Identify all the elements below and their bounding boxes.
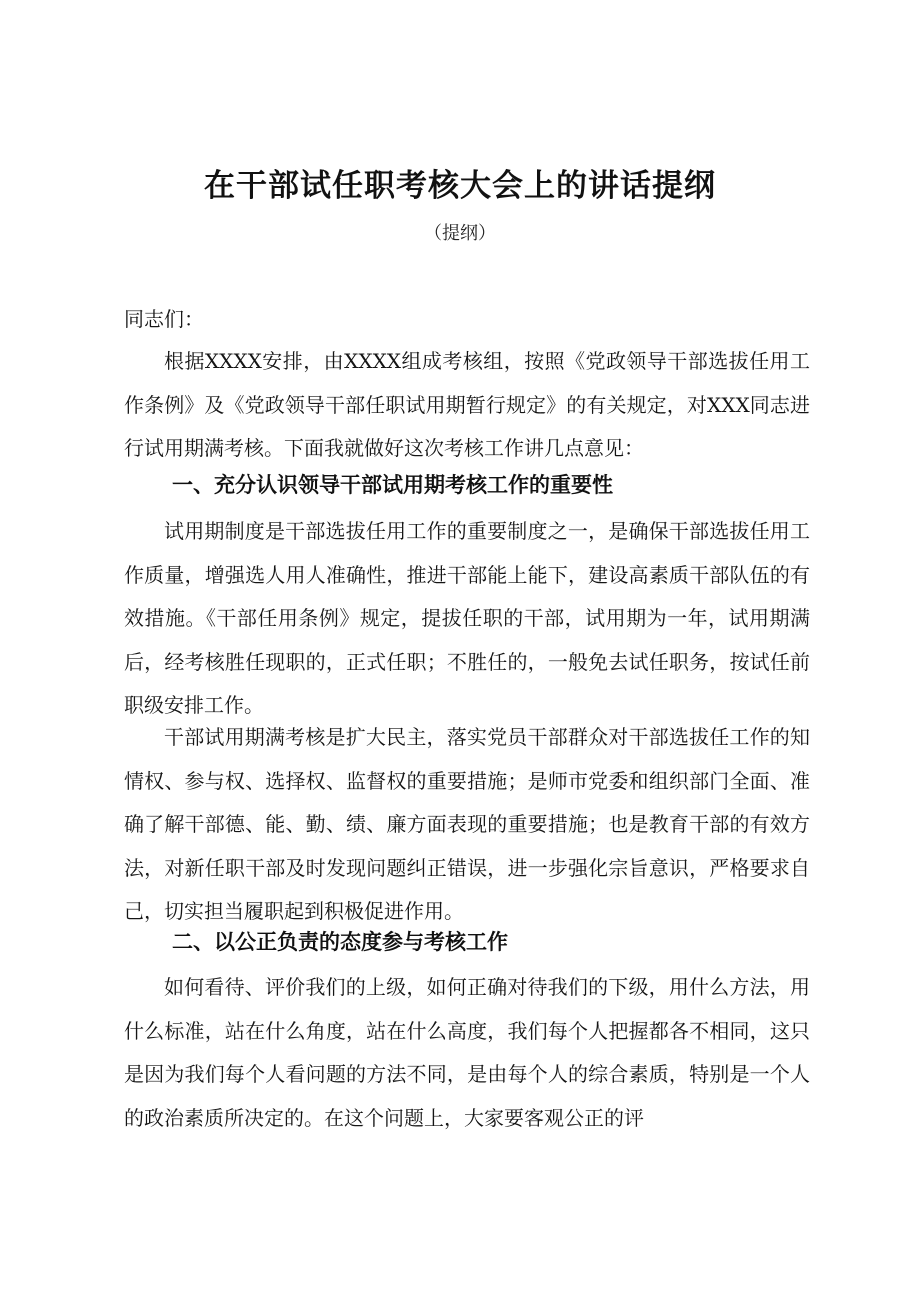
intro-paragraph: 根据XXXX安排，由XXXX组成考核组，按照《党政领导干部选拔任用工作条例》及《党政领导干部任职试用期暂行规定》的有关规定，对XXX同志进行试用期满考核。下面我就做好这次考核工作讲几点意见： (124, 349, 810, 460)
section-heading-1: 一、充分认识领导干部试用期考核工作的重要性 (172, 473, 613, 497)
document-title: 在干部试任职考核大会上的讲话提纲 (204, 168, 716, 204)
salutation: 同志们： (124, 307, 204, 331)
document-subtitle: （提纲） (424, 223, 496, 244)
section-heading-2: 二、以公正负责的态度参与考核工作 (172, 930, 508, 954)
section1-paragraph-2: 干部试用期满考核是扩大民主，落实党员干部群众对干部选拔任工作的知情权、参与权、选择权、监督权的重要措施；是师市党委和组织部门全面、准确了解干部德、能、勤、绩、廉方面表现的重要措施；也是教育干部的有效方法，对新任职干部及时发现问题纠正错误，进一步强化宗旨意识，严格要求自己，切实担当履职起到积极促进作用。 (124, 725, 810, 923)
section2-paragraph-1: 如何看待、评价我们的上级，如何正确对待我们的下级，用什么方法，用什么标准，站在什么角度，站在什么高度，我们每个人把握都各不相同，这只是因为我们每个人看问题的方法不同，是由每个人的综合素质，特别是一个人的政治素质所决定的。在这个问题上，大家要客观公正的评 (124, 975, 810, 1130)
section1-paragraph-1: 试用期制度是干部选拔任用工作的重要制度之一，是确保干部选拔任用工作质量，增强选人用人准确性，推进干部能上能下，建设高素质干部队伍的有效措施。《干部任用条例》规定，提拔任职的干部，试用期为一年，试用期满后，经考核胜任现职的，正式任职；不胜任的，一般免去试任职务，按试任前职级安排工作。 (124, 519, 810, 717)
